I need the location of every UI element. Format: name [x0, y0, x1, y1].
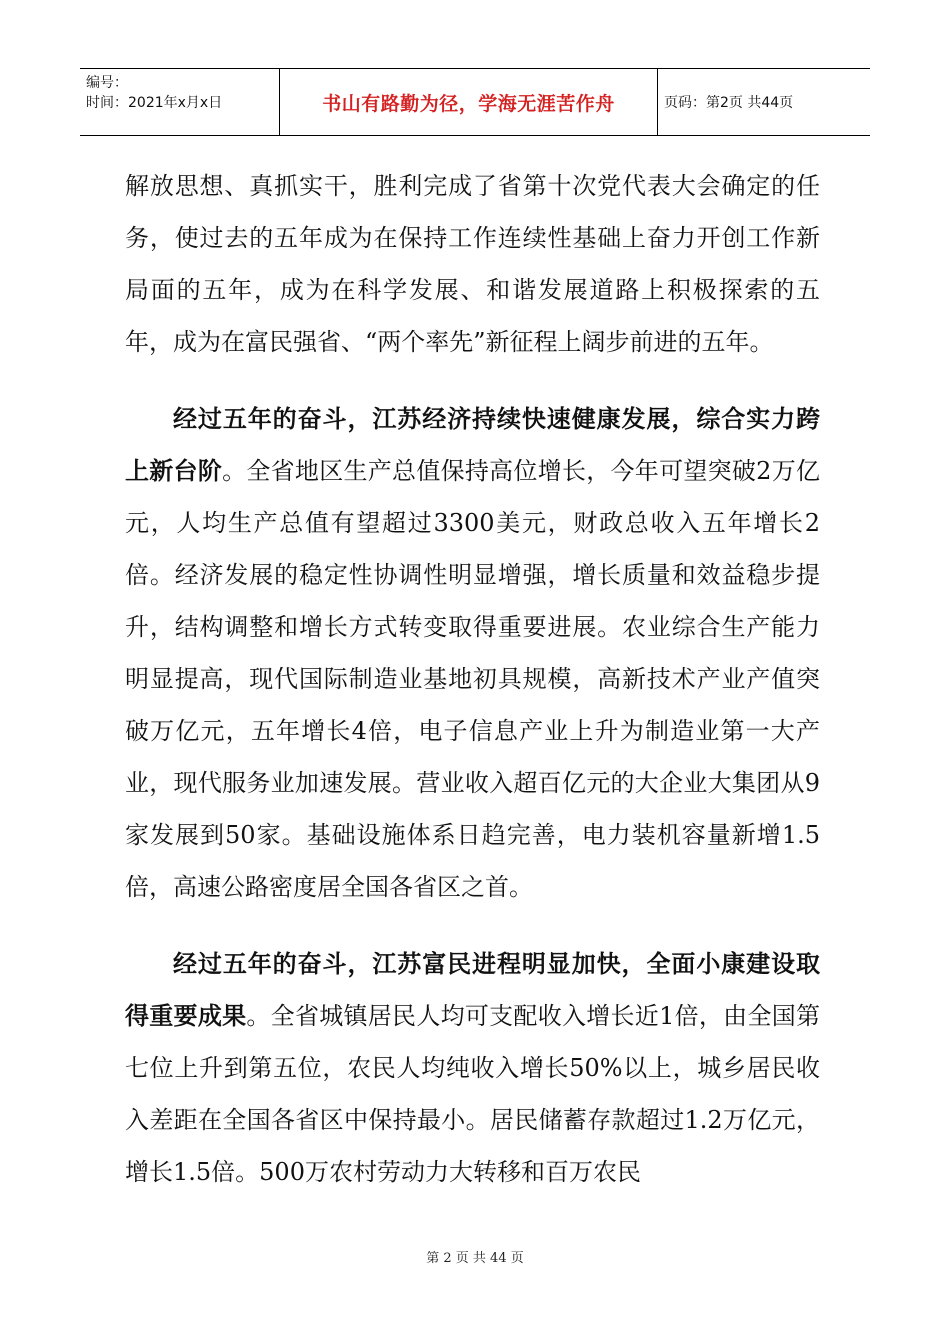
- header-page-info: 页码：第2页 共44页: [664, 95, 794, 111]
- paragraph-3-lead: 经过五年的奋斗，江苏富民进程明显加快，全面小康建设取得重要成果: [125, 949, 820, 1030]
- paragraph-2-lead: 经过五年的奋斗，江苏经济持续快速健康发展，综合实力跨上新台阶: [125, 404, 820, 485]
- document-time-label: 时间：2021年x月x日: [86, 95, 223, 111]
- header-meta-cell: [80, 69, 280, 135]
- paragraph-3-text: 。全省城镇居民人均可支配收入增长近1倍，由全国第七位上升到第五位，农民人均纯收入增长50%以上，城乡居民收入差距在全国各省区中保持最小。居民储蓄存款超过1.2万亿元，增长1.5倍。500万农村劳动力大转移和百万农民: [125, 1002, 820, 1186]
- paragraph-3: [125, 938, 820, 1198]
- paragraph-2-text: 。全省地区生产总值保持高位增长，今年可望突破2万亿元，人均生产总值有望超过3300美元，财政总收入五年增长2倍。经济发展的稳定性协调性明显增强，增长质量和效益稳步提升，结构调整和增长方式转变取得重要进展。农业综合生产能力明显提高，现代国际制造业基地初具规模，高新技术产业产值突破万亿元，五年增长4倍，电子信息产业上升为制造业第一大产业，现代服务业加速发展。营业收入超百亿元的大企业大集团从9家发展到50家。基础设施体系日趋完善，电力装机容量新增1.5倍，高速公路密度居全国各省区之首。: [125, 457, 820, 901]
- document-number-label: 编号：: [86, 75, 128, 91]
- page-footer: 第 2 页 共 44 页: [426, 1251, 524, 1266]
- paragraph-2: [125, 393, 820, 913]
- document-header: [80, 68, 870, 136]
- header-motto: 书山有路勤为径，学海无涯苦作舟: [280, 69, 658, 135]
- paragraph-1-text: 解放思想、真抓实干，胜利完成了省第十次党代表大会确定的任务，使过去的五年成为在保持工作连续性基础上奋力开创工作新局面的五年，成为在科学发展、和谐发展道路上积极探索的五年，成为在富民强省、“两个率先”新征程上阔步前进的五年。: [125, 172, 820, 356]
- paragraph-1: [125, 160, 820, 368]
- document-body: [125, 160, 820, 1198]
